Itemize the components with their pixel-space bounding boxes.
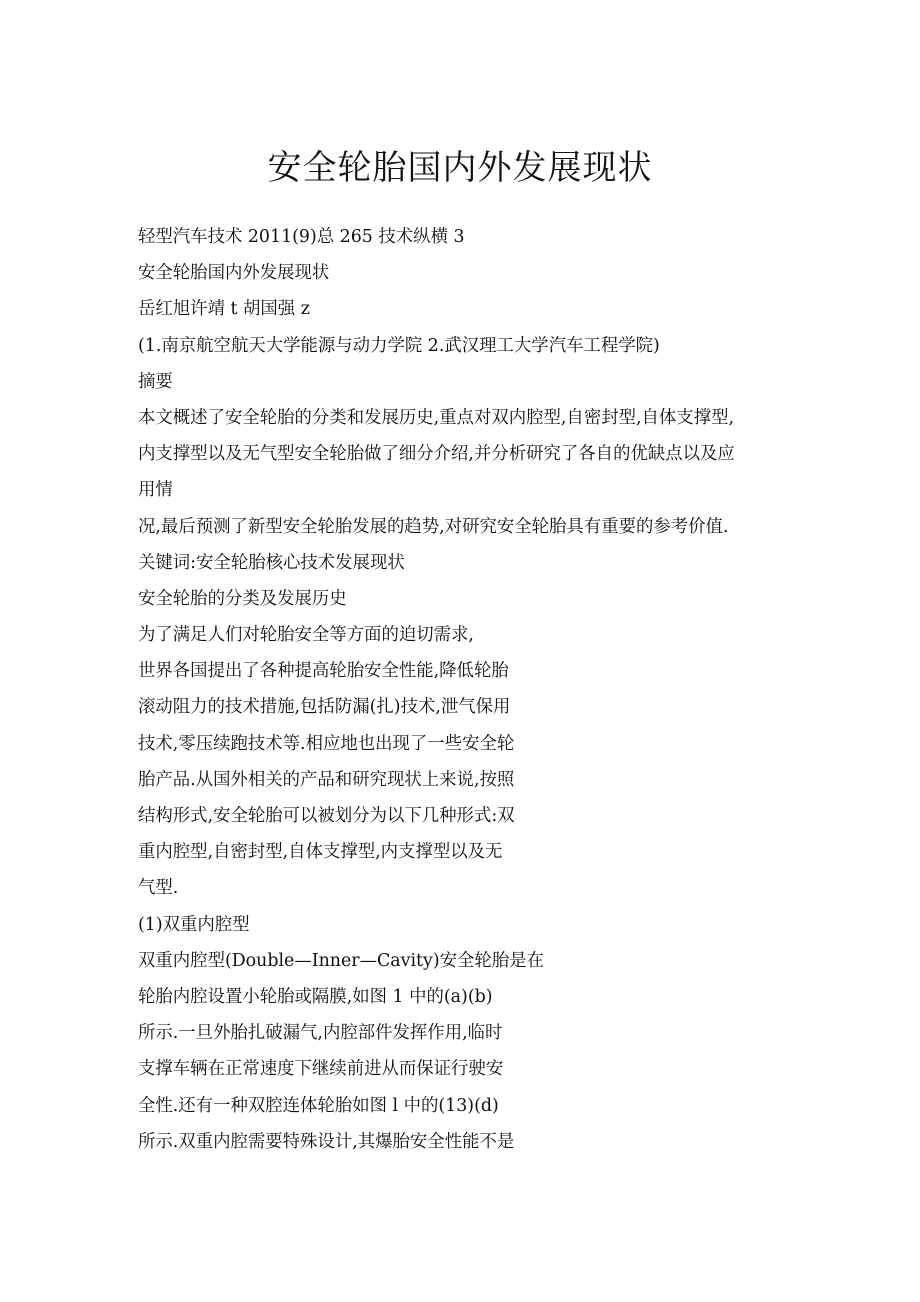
paragraph-line: 所示.一旦外胎扎破漏气,内腔部件发挥作用,临时 (138, 1023, 503, 1044)
authors-line: 岳红旭许靖 t 胡国强 z (138, 299, 310, 320)
paragraph-line: 重内腔型,自密封型,自体支撑型,内支撑型以及无 (138, 842, 503, 863)
abstract-line: 内支撑型以及无气型安全轮胎做了细分介绍,并分析研究了各自的优缺点以及应 (138, 444, 735, 465)
journal-header-line: 轻型汽车技术 2011(9)总 265 技术纵横 3 (138, 227, 465, 247)
paragraph-line: 世界各国提出了各种提高轮胎安全性能,降低轮胎 (138, 661, 509, 682)
paragraph-line: 支撑车辆在正常速度下继续前进从而保证行驶安 (138, 1059, 504, 1080)
document-title: 安全轮胎国内外发展现状 (267, 148, 653, 188)
document-body (138, 219, 798, 1160)
paragraph-line: 所示.双重内腔需要特殊设计,其爆胎安全性能不是 (138, 1131, 515, 1152)
abstract-line: 用情 (138, 480, 173, 501)
paragraph-line: 气型. (138, 878, 179, 899)
section-heading: 安全轮胎的分类及发展历史 (138, 588, 347, 609)
paragraph-line: 全性.还有一种双腔连体轮胎如图 l 中的(13)(d) (138, 1095, 499, 1116)
paragraph-line: 为了满足人们对轮胎安全等方面的迫切需求, (138, 625, 474, 646)
paragraph-line: 技术,零压续跑技术等.相应地也出现了一些安全轮 (138, 733, 515, 754)
paragraph-line: 双重内腔型(Double—Inner—Cavity)安全轮胎是在 (138, 950, 544, 971)
paragraph-line: 滚动阻力的技术措施,包括防漏(扎)技术,泄气保用 (138, 697, 511, 718)
abstract-heading: 摘要 (138, 371, 173, 392)
abstract-line: 本文概述了安全轮胎的分类和发展历史,重点对双内腔型,自密封型,自体支撑型, (138, 407, 735, 428)
affiliations-line: (1.南京航空航天大学能源与动力学院 2.武汉理工大学汽车工程学院) (138, 335, 660, 356)
article-title-line: 安全轮胎国内外发展现状 (138, 263, 330, 284)
keywords-line: 关键词:安全轮胎核心技术发展现状 (138, 552, 405, 573)
paragraph-line: 轮胎内腔设置小轮胎或隔膜,如图 1 中的(a)(b) (138, 986, 493, 1007)
paragraph-line: 结构形式,安全轮胎可以被划分为以下几种形式:双 (138, 806, 515, 826)
abstract-line: 况,最后预测了新型安全轮胎发展的趋势,对研究安全轮胎具有重要的参考价值. (138, 516, 729, 537)
subsection-heading: (1)双重内腔型 (138, 914, 250, 935)
paragraph-line: 胎产品.从国外相关的产品和研究现状上来说,按照 (138, 769, 515, 790)
